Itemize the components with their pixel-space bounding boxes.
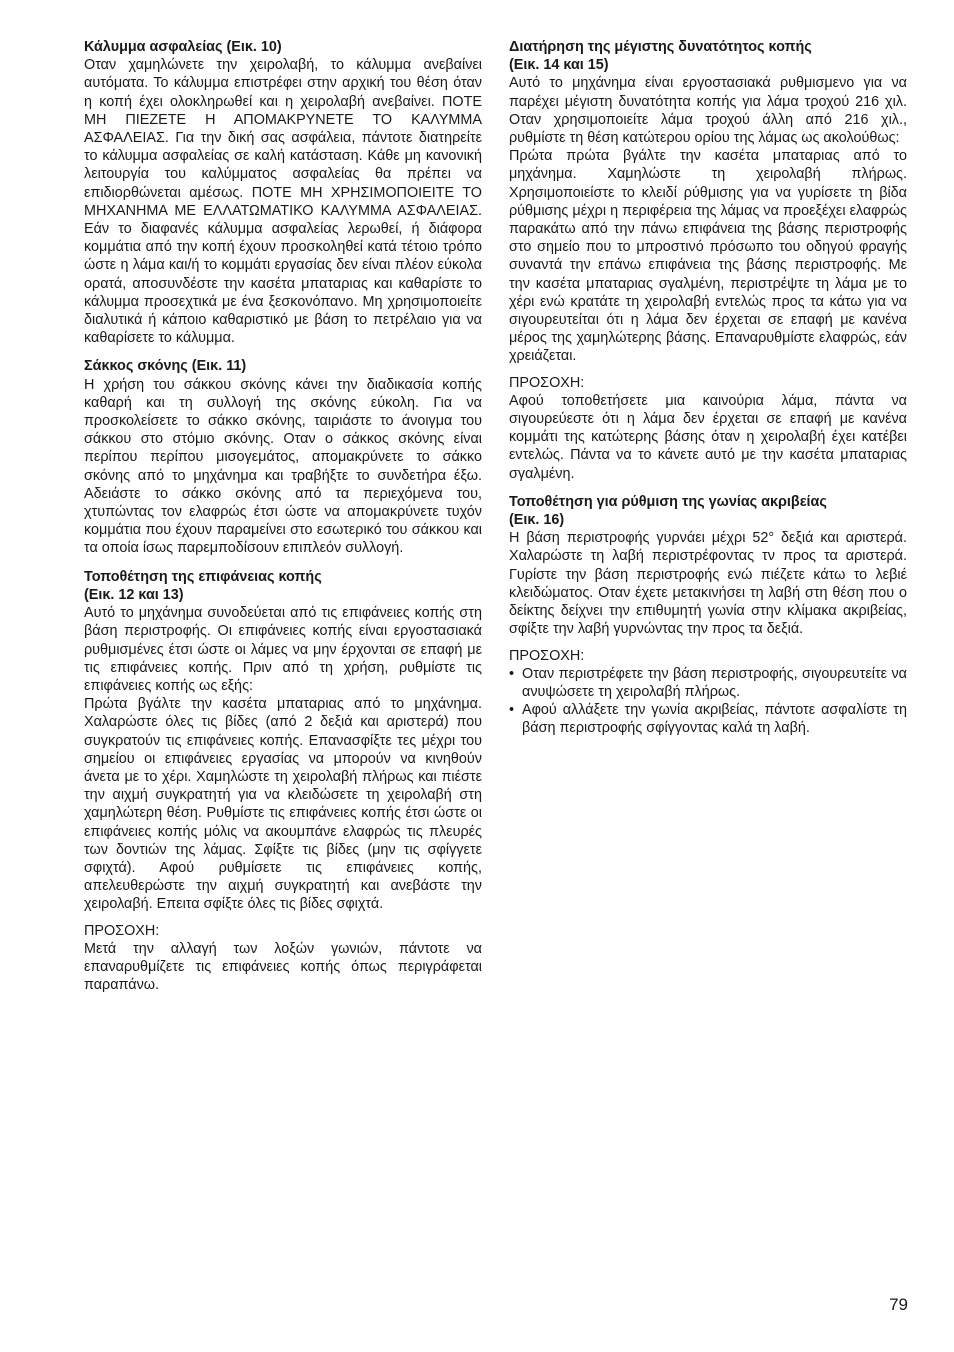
- page-number: 79: [889, 1295, 908, 1314]
- caution-label: ΠΡΟΣΟΧΗ:: [509, 647, 585, 664]
- section-heading: Κάλυμμα ασφαλείας (Εικ. 10): [84, 39, 282, 55]
- section-body-continued: Πρώτα πρώτα βγάλτε την κασέτα μπαταριας από το μηχάνημα. Χαμηλώστε τη χειρολαβή πλήρως. Χρησιμοποιείστε το κλειδί ρύθμισης για να γυρίσετε τη βίδα ρύθμισης μέχρι η περιφέρεια της λάμας να προεξέχει ελαφρώς παρακάτω από την πάνω επιφάνεια της βάσης περιστροφής στο σημείο που το μπροστινό πρόσωπο του οδηγού φραγής συναντά την επάνω επιφάνεια της βάσης περιστροφής. Με την κασέτα μπαταριας σγαλμένη, περιστρέψτε τη λάμα με το χέρι ενώ κρατάτε τη χειρολαβή εντελώς προς τα κάτω για να σιγουρευτείται ότι η λάμα δεν έρχεται σε επαφή με κανένα μέρος της χαμηλώτερης βάσης. Επαναρυθμίστε ελαφρώς, εάν χρειάζεται.: [509, 148, 907, 365]
- left-column: [84, 38, 482, 1004]
- caution-label: ΠΡΟΣΟΧΗ:: [509, 374, 585, 391]
- caution-text: Αφού τοποθετήσετε μια καινούρια λάμα, πάντα να σιγουρεύεστε ότι η λάμα δεν έρχεται σε επαφή με κανένα κομμάτι της κατώτερης βάσης όταν η χειρολαβή έχει κατέβει εντελώς. Πάντα να το κάνετε αυτό με την κασέτα μπαταριας σγαλμένη.: [509, 392, 907, 482]
- section-body: Οταν χαμηλώνετε την χειρολαβή, το κάλυμμα ανεβαίνει αυτόματα. Το κάλυμμα επιστρέφει στην αρχική του θέση όταν η κοπή έχει ολοκληρωθεί και η χειρολαβή ανεβαίνει. ΠΟΤΕ ΜΗ ΠΙΕΖΕΤΕ Η ΑΠΟΜΑΚΡΥΝΕΤΕ ΤΟ ΚΑΛΥΜΜΑ ΑΣΦΑΛΕΙΑΣ. Για την δική σας ασφάλεια, πάντοτε διατηρείτε το κάλυμμα ασφαλείας σε καλή κατάσταση. Κάθε μη κανονική λειτουργία του καλύμματος ασφαλείας θα πρέπει να επιδιορθώνεται αμέσως. ΠΟΤΕ ΜΗ ΧΡΗΣΙΜΟΠΟΙΕΙΤΕ ΤΟ ΜΗΧΑΝΗΜΑ ΜΕ ΕΛΛΑΤΩΜΑΤΙΚΟ ΚΑΛΥΜΜΑ ΑΣΦΑΛΕΙΑΣ. Εάν το διαφανές κάλυμμα ασφαλείας λερωθεί, ή διάφορα κομμάτια από την κοπή έχουν προσκοληθεί κατά τέτοιο τρόπο ώστε η λάμα και/ή το κομμάτι εργασίας δεν είναι πλέον εύκολα ορατά, αποσυνδέστε την κασέτα μπαταριας και καθαρίστε το κάλυμμα προσεχτικά με ένα ξεσκονόπανο. Μη χρησιμοποιείτε διαλυτικά ή κάποιο καθαριστικό με βάση το πετρέλαιο για να καθαρίσετε το κάλυμμα.: [84, 57, 482, 347]
- section-body: Η βάση περιστροφής γυρνάει μέχρι 52° δεξιά και αριστερά. Χαλαρώστε τη λαβή περιστρέφοντας τν προς τα αριστερά. Γυρίστε την βάση περιστροφής ενώ πιέζετε κάτω το λεβιέ κλειδώματος. Οταν έχετε μετακινήσει τη λαβή στη θέση που ο δείκτης δείχνει την επιθυμητή γωνία στην κλίμακα ακριβείας, σφίξτε την λαβή γυρνώντας την προς τα δεξιά.: [509, 530, 907, 638]
- caution-bullet: • Οταν περιστρέφετε την βάση περιστροφής, σιγουρευτείτε να ανυψώσετε τη χειρολαβή πλήρως.: [509, 665, 907, 701]
- section-heading-line2: (Εικ. 16): [509, 512, 565, 529]
- section-heading: Σάκκος σκόνης (Εικ. 11): [84, 358, 247, 375]
- caution-text: Μετά την αλλαγή των λοξών γωνιών, πάντοτε να επαναρυθμίζετε τις επιφάνειες κοπής όπως περιγράφεται παραπάνω.: [84, 940, 482, 994]
- section-max-cutting-capacity: [509, 38, 907, 483]
- caution-bullet: • Αφού αλλάξετε την γωνία ακριβείας, πάντοτε ασφαλίστε τη βάση περιστροφής σφίγγοντας καλά τη λαβή.: [509, 701, 907, 737]
- section-body: Η χρήση του σάκκου σκόνης κάνει την διαδικασία κοπής καθαρή και τη συλλογή της σκόνης εύκολη. Για να προσκολείσετε το σάκκο σκόνης, ταιριάστε το άνοιγμα του σάκκου στο στόμιο σκόνης. Οταν ο σάκκος σκόνης είναι περίπου περίπου μισογεμάτος, απομακρύνετε το σάκκο σκόνης από το μηχάνημα και τραβήξτε το συνδετήρα έξω. Αδειάστε το σάκκο σκόνης από τα περιεχόμενα του, χτυπώντας τον ελαφρώς έτσι ώστε να απομακρύνετε τυχόν κομμάτια που έχουν παραμείνει στο εσωτερικό του σάκκου και τα οποία ίσως παρεμποδίσουν επιπλεόν συλλογή.: [84, 376, 482, 557]
- section-dust-bag: [84, 357, 482, 557]
- section-heading-line1: Διατήρηση της μέγιστης δυνατότητος κοπής: [509, 39, 812, 55]
- caution-label: ΠΡΟΣΟΧΗ:: [84, 922, 160, 939]
- section-precision-angle: [509, 493, 907, 738]
- section-heading-line2: (Εικ. 12 και 13): [84, 586, 184, 603]
- section-body: Αυτό το μηχάνημα συνοδεύεται από τις επιφάνειες κοπής στη βάση περιστροφής. Οι επιφάνειες κοπής είναι εργοστασιακά ρυθμισμένες έτσι ώστε οι λάμες να μην έρχονται σε επαφή με τις επιφάνειες κοπής. Πριν από τη χρήση, ρυθμίστε τις επιφάνειες κοπής ως εξής:: [84, 605, 482, 694]
- right-column: [509, 38, 907, 748]
- section-body-continued: Πρώτα βγάλτε την κασέτα μπαταριας από το μηχάνημα. Χαλαρώστε όλες τις βίδες (από 2 δεξιά και αριστερά) που συγκρατούν τις επιφάνειες κοπής. Επανασφίξτε τες μέχρι του σημείου οι επιφάνειες εργασίας να μπορούν να κινηθούν άνετα με το χέρι. Χαμηλώστε τη χειρολαβή πλήρως και πιέστε την αιχμή συγκρατητή για να κλειδώσετε τη χειρολαβή στη χαμηλώτερη θέση. Ρυθμίστε τις επιφάνειες κοπής έτσι ώστε οι επιφάνειες κοπής μόλις να ακουμπάνε ελαφρώς τις πλευρές των δοντιών της λάμας. Σφίξτε τις βίδες (μην τις σφίγγετε σφιχτά). Αφού ρυθμίσετε τις επιφάνειες κοπής, απελευθερώστε την αιχμή συγκρατητή και ανεβάστε την χειρολαβή. Επειτα σφίξτε όλες τις βίδες σφιχτά.: [84, 696, 482, 913]
- section-heading-line2: (Εικ. 14 και 15): [509, 57, 609, 74]
- section-heading-line1: Τοποθέτηση για ρύθμιση της γωνίας ακριβείας: [509, 493, 827, 510]
- section-heading-line1: Τοποθέτηση της επιφάνειας κοπής: [84, 568, 322, 585]
- caution-bullet-list: [509, 665, 907, 738]
- section-cutting-surface: [84, 568, 482, 995]
- section-body: Αυτό το μηχάνημα είναι εργοστασιακά ρυθμισμενο για να παρέχει μέγιστη δυνατότητα κοπής για λάμα τροχού 216 χιλ. Οταν χρησιμοποιείτε λάμα τροχού άλλη από 216 χιλ., ρυθμίστε τη θέση κατώτερου ορίου της λάμας ως ακολούθως:: [509, 75, 907, 147]
- section-safety-cover: [84, 38, 482, 347]
